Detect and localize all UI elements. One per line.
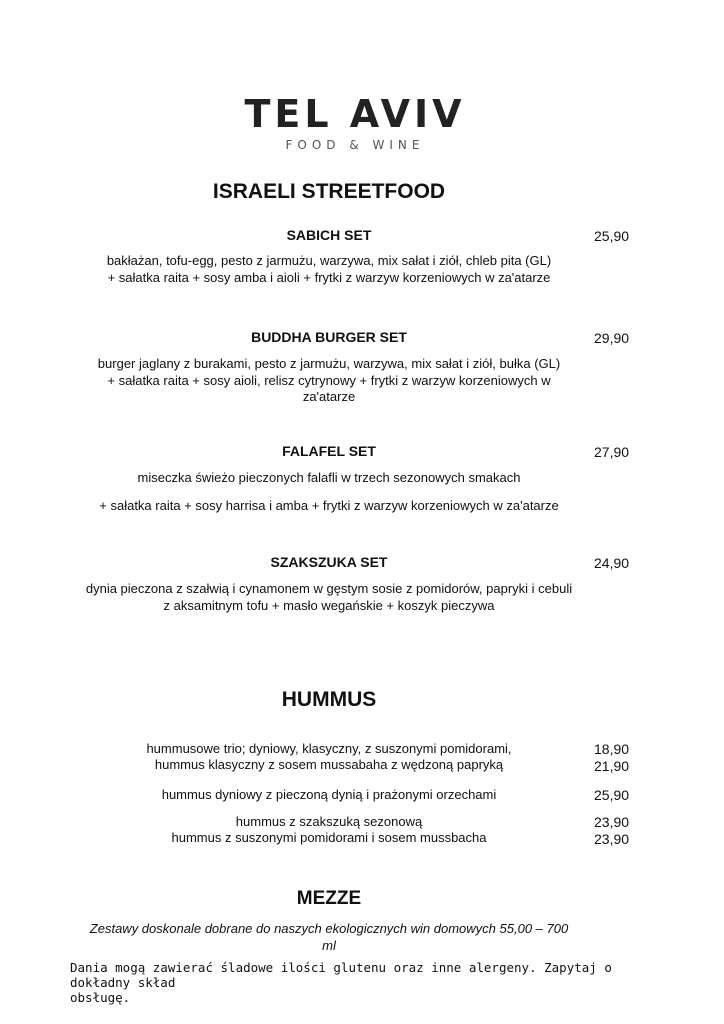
description-line: + sałatka raita + sosy aioli, relisz cytrynowy + frytki z warzyw korzeniowych w [107, 372, 551, 388]
menu-item-description [70, 581, 588, 614]
menu-item-name: FALAFEL SET [282, 443, 376, 459]
allergen-note [70, 960, 670, 1005]
hummus-item-name: hummus z szakszuką sezonową [235, 814, 423, 829]
menu-item-price: 27,90 [594, 444, 630, 460]
menu-item-description [70, 253, 588, 286]
section-title-mezze: MEZZE [296, 888, 362, 909]
hummus-item-price: 21,90 [594, 758, 630, 774]
description-line: bakłażan, tofu-egg, pesto z jarmużu, warzywa, mix sałat i ziół, chleb pita (GL) [106, 253, 552, 268]
description-line: burger jaglany z burakami, pesto z jarmużu, warzywa, mix sałat i ziół, bułka (GL) [97, 356, 561, 371]
allergen-note-line: Dania mogą zawierać śladowe ilości glutenu oraz inne alergeny. Zapytaj o dokładny skład [70, 960, 612, 990]
menu-item-description-line: + sałatka raita + sosy harrisa i amba + frytki z warzyw korzeniowych w za'atarze [99, 498, 559, 513]
section-title-streetfood: ISRAELI STREETFOOD [212, 180, 446, 203]
hummus-item-name: hummus dyniowy z pieczoną dynią i prażonymi orzechami [161, 787, 497, 802]
description-line: z aksamitnym tofu + masło wegańskie + koszyk pieczywa [163, 597, 495, 613]
mezze-note-line: ml [322, 937, 336, 953]
menu-item-price: 29,90 [594, 330, 630, 346]
hummus-item-name: hummusowe trio; dyniowy, klasyczny, z suszonymi pomidorami, [146, 741, 512, 756]
hummus-item-name: hummus klasyczny z sosem mussabaha z wędzoną papryką [154, 757, 504, 772]
menu-item-price: 24,90 [594, 555, 630, 571]
hummus-item-price: 23,90 [594, 814, 630, 830]
menu-item-price: 25,90 [594, 228, 630, 244]
logo-title: TEL AVIV [244, 92, 466, 136]
hummus-item-price: 18,90 [594, 741, 630, 757]
logo-subtitle: FOOD & WINE [285, 138, 425, 152]
menu-item-name: SZAKSZUKA SET [270, 554, 388, 570]
mezze-note-line: Zestawy doskonale dobrane do naszych ekologicznych win domowych 55,00 – 700 [89, 921, 569, 936]
menu-item-name: SABICH SET [286, 227, 372, 243]
description-line: dynia pieczona z szałwią i cynamonem w gęstym sosie z pomidorów, papryki i cebuli [85, 581, 573, 596]
description-line: za'atarze [302, 389, 356, 404]
menu-item-name: BUDDHA BURGER SET [251, 329, 407, 345]
menu-item-description-line: miseczka świeżo pieczonych falafli w trzech sezonowych smakach [137, 470, 521, 485]
mezze-note [70, 921, 588, 954]
menu-item-description [70, 356, 588, 406]
hummus-item-price: 23,90 [594, 831, 630, 847]
section-title-hummus: HUMMUS [281, 688, 377, 711]
description-line: + sałatka raita + sosy amba i aioli + frytki z warzyw korzeniowych w za'atarze [107, 269, 551, 285]
hummus-item-name: hummus z suszonymi pomidorami i sosem mussbacha [171, 830, 487, 845]
hummus-item-price: 25,90 [594, 787, 630, 803]
allergen-note-line: obsługę. [70, 990, 131, 1005]
